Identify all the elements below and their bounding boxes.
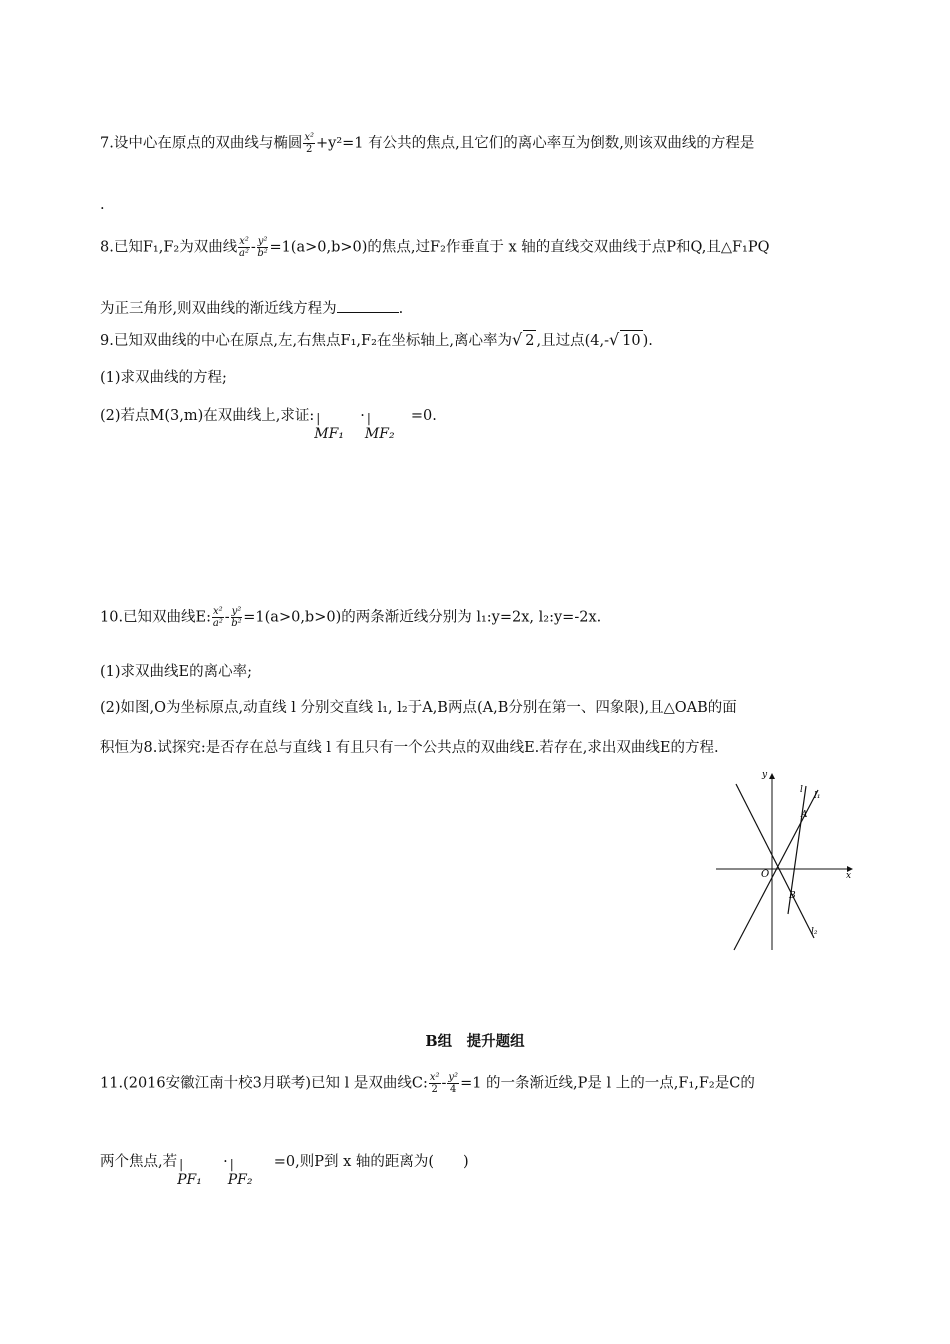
q11-dot: ·: [223, 1154, 228, 1170]
q9-vec1-label: MF₁: [314, 426, 344, 442]
q11-frac2-num: y²: [448, 1072, 459, 1083]
q8-line1: [100, 236, 770, 259]
q9-part2-text-b: =0.: [410, 408, 437, 424]
q11-line1: [100, 1072, 755, 1095]
q8-frac1-num: x²: [239, 236, 249, 247]
sqrt-icon: √: [608, 330, 620, 349]
q8-answer-blank: [337, 298, 399, 313]
fig-y-label: y: [762, 770, 768, 780]
q8-frac1: [238, 236, 250, 259]
q10-part2-line1: (2)如图,O为坐标原点,动直线 l 分别交直线 l₁, l₂于A,B两点(A,B分别在第一、四象限),且△OAB的面: [100, 700, 737, 716]
line-l2: [736, 784, 814, 938]
q9-dot: ·: [360, 408, 365, 424]
q8-text-c: 为正三角形,则双曲线的渐近线方程为: [100, 301, 337, 317]
q8-frac2-den: b²: [257, 248, 268, 259]
q11-text-b: =1 的一条渐近线,P是 l 上的一点,F₁,F₂是C的: [460, 1075, 755, 1092]
q8-line2: [100, 298, 403, 319]
fig-b-label: B: [789, 891, 796, 901]
q10-frac1: [212, 606, 224, 629]
q11-frac2-den: 4: [450, 1084, 457, 1095]
q8-frac2: [257, 236, 269, 259]
q10-frac2-num: y²: [231, 606, 242, 617]
q11-text-a: 11.(2016安徽江南十校3月联考)已知 l 是双曲线C:: [100, 1075, 428, 1092]
q11-frac1-den: 2: [431, 1084, 438, 1095]
q9-line1: [100, 330, 653, 351]
fig-l1-label: l₁: [814, 791, 821, 801]
q10-frac2: [231, 606, 243, 629]
q9-sqrt1: 2: [523, 330, 536, 351]
q9-text-a: 9.已知双曲线的中心在原点,左,右焦点F₁,F₂在坐标轴上,离心率为: [100, 333, 513, 349]
q9-part2: [100, 406, 437, 442]
q11-minus: -: [441, 1075, 447, 1092]
q8-text-d: .: [398, 301, 404, 317]
q11-line2: [100, 1152, 469, 1188]
q11-vector-pf1: | PF₁: [177, 1157, 202, 1188]
q11-vec1-label: PF₁: [177, 1172, 202, 1188]
q11-frac1-num: x²: [429, 1072, 440, 1083]
q11-vector-pf2: | PF₂: [227, 1157, 253, 1188]
fig-a-label: A: [801, 810, 808, 820]
q10-text-b: =1(a>0,b>0)的两条渐近线分别为 l₁:y=2x, l₂:y=-2x.: [243, 609, 602, 626]
q10-part2-line2: 积恒为8.试探究:是否存在总与直线 l 有且只有一个公共点的双曲线E.若存在,求出双曲线E的方程.: [100, 740, 719, 756]
q9-vector-mf1: | MF₁: [314, 411, 344, 442]
fig-l-label: l: [800, 785, 803, 795]
q7-text-a: 7.设中心在原点的双曲线与椭圆: [100, 135, 303, 152]
q7-fraction: [303, 132, 315, 155]
q10-frac2-den: b²: [231, 618, 242, 629]
q7-line2: .: [100, 197, 105, 213]
q9-sqrt2: 10: [620, 330, 642, 351]
q7-frac-den: 2: [305, 144, 313, 155]
q11-text-c: 两个焦点,若: [100, 1154, 178, 1170]
q11-vec2-label: PF₂: [227, 1172, 253, 1188]
q8-minus: -: [250, 239, 256, 256]
q9-vec2-label: MF₂: [364, 426, 395, 442]
q11-text-d: =0,则P到 x 轴的距离为( ): [273, 1154, 469, 1170]
q7-frac-num: x²: [304, 132, 314, 143]
q9-vector-mf2: | MF₂: [364, 411, 395, 442]
q10-frac1-num: x²: [213, 606, 223, 617]
q10-part1: (1)求双曲线E的离心率;: [100, 664, 253, 680]
q8-text-b: =1(a>0,b>0)的焦点,过F₂作垂直于 x 轴的直线交双曲线于点P和Q,且△F₁PQ: [269, 239, 770, 256]
q9-part1: (1)求双曲线的方程;: [100, 370, 227, 386]
sqrt-icon: √: [512, 330, 523, 349]
q10-minus: -: [224, 609, 230, 626]
q9-text-b: ,且过点(4,-: [536, 333, 609, 349]
q10-figure: [714, 768, 856, 954]
fig-x-label: x: [846, 871, 852, 881]
q10-line1: [100, 606, 601, 629]
q9-text-c: ).: [642, 333, 653, 349]
fig-l2-label: l₂: [811, 927, 818, 937]
q11-frac2: [447, 1072, 459, 1095]
q9-part2-text-a: (2)若点M(3,m)在双曲线上,求证:: [100, 408, 315, 424]
q11-frac1: [429, 1072, 441, 1095]
q7-line1: [100, 132, 754, 155]
q8-frac2-num: y²: [257, 236, 268, 247]
q10-frac1-den: a²: [212, 618, 223, 629]
q8-frac1-den: a²: [239, 248, 250, 259]
q10-text-a: 10.已知双曲线E:: [100, 609, 212, 626]
section-b-title: B组 提升题组: [425, 1033, 525, 1050]
q7-text-b: +y²=1 有公共的焦点,且它们的离心率互为倒数,则该双曲线的方程是: [316, 135, 755, 152]
fig-o-label: O: [761, 869, 770, 880]
q8-text-a: 8.已知F₁,F₂为双曲线: [100, 239, 238, 256]
